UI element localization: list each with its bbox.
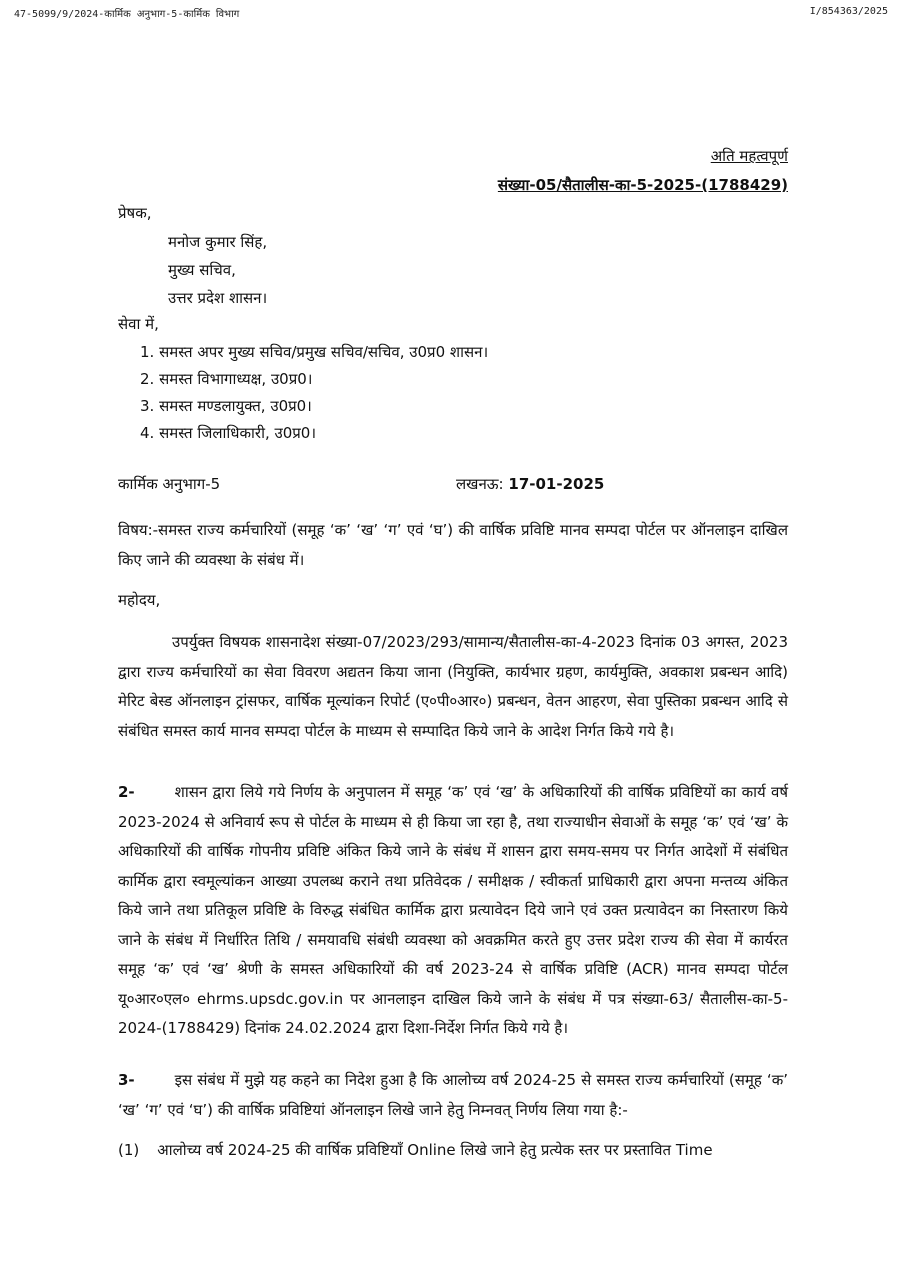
paragraph-3 xyxy=(118,1066,788,1125)
sender-office: उत्तर प्रदेश शासन। xyxy=(168,289,268,307)
paragraph-1: उपर्युक्त विषयक शासनादेश संख्या-07/2023/293/सामान्य/सैतालीस-का-4-2023 दिनांक 03 अगस्त, 2023 द्वारा राज्य कर्मचारियों का सेवा विवरण अद्यतन किया जाना (नियुक्ति, कार्यभार ग्रहण, कार्यमुक्ति, अवकाश प्रबन्धन आदि) मेरिट बेस्ड ऑनलाइन ट्रांसफर, वार्षिक मूल्यांकन रिपोर्ट (ए०पी०आर०) प्रबन्धन, वेतन आहरण, सेवा पुस्तिका प्रबन्धन आदि से संबंधित समस्त कार्य मानव सम्पदा पोर्टल के माध्यम से सम्पादित किये जाने के आदेश निर्गत किये गये है। xyxy=(118,633,788,740)
recipient-item: 2. समस्त विभागाध्यक्ष, उ0प्र0। xyxy=(140,370,313,388)
recipient-item: 1. समस्त अपर मुख्य सचिव/प्रमुख सचिव/सचिव, उ0प्र0 शासन। xyxy=(140,343,489,361)
recipients-label: सेवा में, xyxy=(118,315,159,333)
point-1 xyxy=(118,1136,788,1166)
point-1-number: (1) xyxy=(118,1141,140,1159)
sender-label: प्रेषक, xyxy=(118,204,152,222)
section-name: कार्मिक अनुभाग-5 xyxy=(118,475,221,493)
sender-name: मनोज कुमार सिंह, xyxy=(168,233,268,251)
sender-designation: मुख्य सचिव, xyxy=(168,261,236,279)
paragraph-2-text: शासन द्वारा लिये गये निर्णय के अनुपालन में समूह ‘क’ एवं ‘ख’ के अधिकारियों की वार्षिक प्रविष्टियों का कार्य वर्ष 2023-2024 से अनिवार्य रूप से पोर्टल के माध्यम से ही किया जा रहा है, तथा राज्याधीन सेवाओं के समूह ‘क’ एवं ‘ख’ के अधिकारियों की वार्षिक गोपनीय प्रविष्टि अंकित किये जाने के संबंध में शासन द्वारा समय-समय पर निर्गत आदेशों में संबंधित कार्मिक द्वारा स्वमूल्यांकन आख्या उपलब्ध कराने तथा प्रतिवेदक / समीक्षक / स्वीकर्ता प्राधिकारी द्वारा अपना मन्तव्य अंकित किये जाने तथा प्रतिकूल प्रविष्टि के विरुद्ध संबंधित कार्मिक द्वारा प्रत्यावेदन दिये जाने एवं उक्त प्रत्यावेदन का निस्तारण किये जाने के संबंध में निर्धारित तिथि / समयावधि संबंधी व्यवस्था को अवक्रमित करते हुए उत्तर प्रदेश राज्य की सेवा में कार्यरत समूह ‘क’ एवं ‘ख’ श्रेणी के समस्त अधिकारियों की वर्ष 2023-24 से वार्षिक प्रविष्टि (ACR) मानव सम्पदा पोर्टल यू०आर०एल० ehrms.upsdc.gov.in पर आनलाइन दाखिल किये जाने के संबंध में पत्र संख्या-63/ सैतालीस-का-5-2024-(1788429) दिनांक 24.02.2024 द्वारा दिशा-निर्देश निर्गत किये गये है। xyxy=(118,783,788,1037)
header-file-reference: 47-5099/9/2024-कार्मिक अनुभाग-5-कार्मिक विभाग xyxy=(14,9,240,20)
subject-line: विषय:-समस्त राज्य कर्मचारियों (समूह ‘क’ ‘ख’ ‘ग’ एवं ‘घ’) की वार्षिक प्रविष्टि मानव सम्पदा पोर्टल पर ऑनलाइन दाखिल किए जाने की व्यवस्था के संबंध में। xyxy=(118,521,788,569)
header-document-id: I/854363/2025 xyxy=(809,6,888,17)
salutation: महोदय, xyxy=(118,591,161,609)
place-date-line xyxy=(456,474,604,494)
paragraph-2-number: 2- xyxy=(118,783,135,801)
paragraph-3-number: 3- xyxy=(118,1071,135,1089)
recipient-item: 3. समस्त मण्डलायुक्त, उ0प्र0। xyxy=(140,397,312,415)
paragraph-2 xyxy=(118,778,788,1044)
place-label: लखनऊ: xyxy=(456,475,504,493)
priority-label: अति महत्वपूर्ण xyxy=(710,147,788,165)
letter-number: संख्या-05/सैतालीस-का-5-2025-(1788429) xyxy=(497,176,788,194)
recipient-item: 4. समस्त जिलाधिकारी, उ0प्र0। xyxy=(140,424,317,442)
paragraph-3-text: इस संबंध में मुझे यह कहने का निदेश हुआ है कि आलोच्य वर्ष 2024-25 से समस्त राज्य कर्मचारियों (समूह ‘क’ ‘ख’ ‘ग’ एवं ‘घ’) की वार्षिक प्रविष्टियां ऑनलाइन लिखे जाने हेतु निम्नवत् निर्णय लिया गया है:- xyxy=(118,1071,788,1119)
letter-date: 17-01-2025 xyxy=(508,475,605,493)
point-1-text: आलोच्य वर्ष 2024-25 की वार्षिक प्रविष्टियाँ Online लिखे जाने हेतु प्रत्येक स्तर पर प्रस्तावित Time xyxy=(157,1141,713,1159)
